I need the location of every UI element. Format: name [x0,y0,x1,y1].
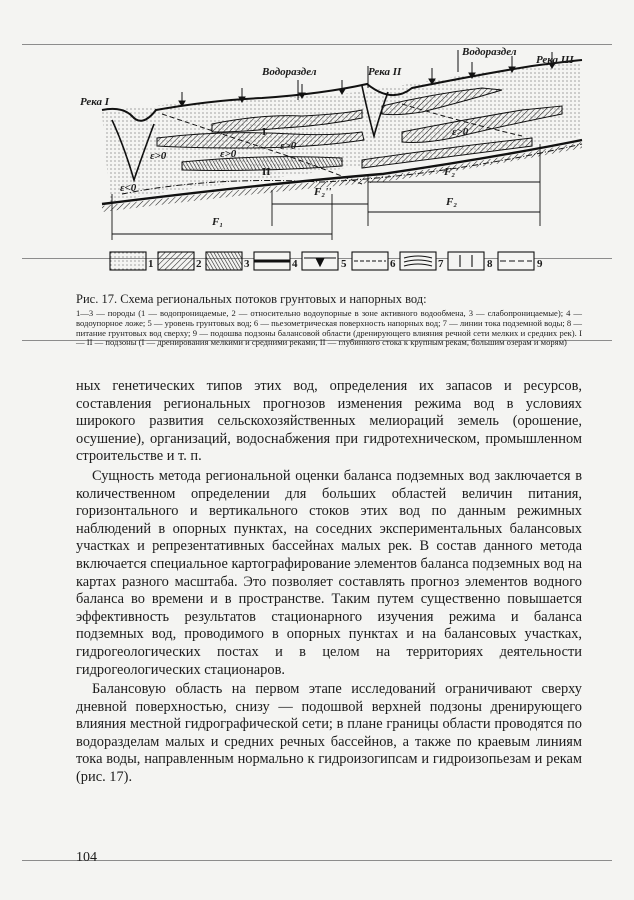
legend-number-6: 6 [390,258,396,270]
bottom-rule [22,860,612,861]
label-f2: F₂ [446,196,458,208]
legend-number-5: 5 [341,258,347,270]
legend-number-9: 9 [537,258,543,270]
legend-swatches [110,252,534,270]
label-divide-1: Водораздел [262,66,317,78]
paragraph-2: Сущность метода региональной оценки баланса подземных вод заключается в количественном определении для больших областей величин питания, горизонтального и вертикального стоков этих вод по данным режимных наблюдений в опорных пунктах, на соседних экспериментальных балансовых участках и репрезентативных бассейнах малых рек. В состав данного метода включается специальное картографирование элементов баланса подземных вод на картах разного масштаба. Это позволяет составлять прогноз элементов водного баланса во времени и в пространстве. Таким путем существенно повышается эффективность результатов стационарного изучения режима и баланса подземных вод, проводимого в опорных пунктах и на балансовых участках, гидрогеологических постах и в целом на территориях деятельности гидрогеологических стационаров. [76,467,583,678]
label-river-1: Река I [80,96,110,108]
legend-swatch-1 [110,252,146,270]
legend-number-7: 7 [438,258,444,270]
legend-number-3: 3 [244,258,250,270]
label-zone-2: II [262,166,271,178]
label-river-2: Река II [368,66,402,78]
paragraph-1: ных генетических типов этих вод, определения их запасов и ресурсов, составления региональных прогнозов изменения режима вод в условиях широкого развития сельскохозяйственных мелиораций земель (орошение, осушение), организаций, водоснабжения при гидротехническом, промышленном строительстве и т. п. [76,378,582,465]
legend-swatch-3 [206,252,242,270]
page-number: 104 [76,850,97,865]
legend-swatch-7 [400,252,436,270]
figure-caption [76,292,582,348]
label-f2p: F₂' [444,166,459,178]
label-f1: F₁ [212,216,224,228]
legend-number-8: 8 [487,258,493,270]
label-eps-4: ε<0 [120,182,137,194]
label-f2pp: F₂'' [314,186,332,198]
paragraph-3: Балансовую область на первом этапе исследований ограничивают сверху дневной поверхностью, снизу — подошвой верхней подзоны дренирующего влияния местной гидрографической сети; в плане границы области проводятся по водоразделам малых и средних речных бассейнов, а также по краевым линиям тока воды, направленным нормально к гидроизогипсам и гидроизопьезам и рекам (рис. 17). [76,681,582,786]
label-eps-1: ε>0 [150,150,167,162]
cross-section-diagram [62,44,592,286]
legend-number-1: 1 [148,258,154,270]
caption-title: Рис. 17. Схема региональных потоков грунтовых и напорных вод: [76,292,427,306]
body-text [76,378,582,787]
label-divide-2: Водораздел [462,46,517,58]
legend-swatch-2 [158,252,194,270]
label-zone-1: I [262,126,267,138]
figure-17 [62,44,592,286]
legend-number-4: 4 [292,258,298,270]
label-eps-3: ε>0 [280,140,297,152]
legend-number-2: 2 [196,258,202,270]
legend-swatch-8 [448,252,484,270]
label-river-3: Река III [536,54,574,66]
label-eps-2: ε>0 [220,148,237,160]
caption-body: 1—3 — породы (1 — водопроницаемые, 2 — относительно водоупорные в зоне активного водообмена, 3 — слабопроницаемые); 4 — водоупорное ложе; 5 — уровень грунтовых вод; 6 — пьезометрическая поверхность напорных вод; 7 — линии тока подземной воды; 8 — питание грунтовых вод сверху; 9 — подошва подзоны балансовой области (дренирующего влияния речной сети мелких и средних рек). I — II — подзоны (I — дренирования мелкими и средними реками, II — глубинного стока к крупным рекам, большим озерам и морям) [76,308,582,348]
label-eps-5: ε>0 [452,126,469,138]
